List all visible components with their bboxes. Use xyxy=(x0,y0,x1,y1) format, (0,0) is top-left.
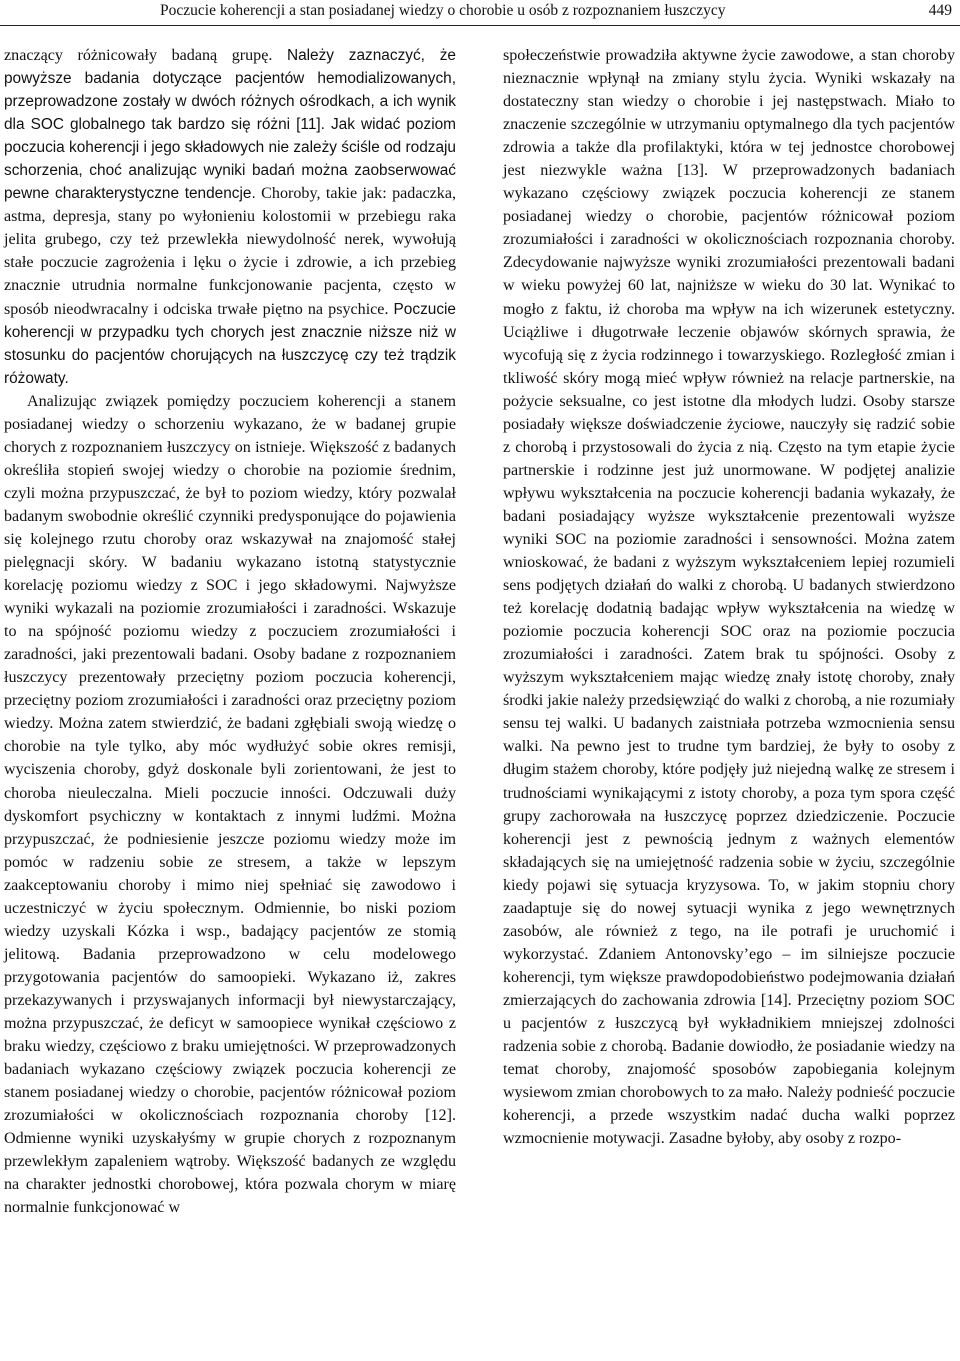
paragraph-text: Poczucie koherencji w przypadku tych chorych jest znacznie niższe niż w stosunku do pacjentów chorujących na łuszczycę czy też trądzik różowaty. xyxy=(4,300,456,387)
right-column xyxy=(503,44,955,1150)
paragraph: społeczeństwie prowadziła aktywne życie zawodowe, a stan choroby nieznacznie wpłynął na zmiany stylu życia. Wyniki wskazały na dostateczny stan wiedzy o chorobie i jej następstwach. Miało to znaczenie szczególnie w utrzymaniu optymalnego dla tych pacjentów zdrowia a także dla profilaktyki, która w tej jednostce chorobowej jest niezwykle ważna [13]. W przeprowadzonych badaniach wykazano częściowy związek poczucia koherencji ze stanem posiadanej wiedzy o chorobie, pacjentów różnicował poziom zrozumiałości i zaradności w okolicznościach rozpoznania choroby. Zdecydowanie najwyższe wyniki zrozumiałości prezentowali badani w wieku powyżej 60 lat, najniższe w wieku do 30 lat. Wynikać to mogło z faktu, iż choroba ma wpływ na ich wizerunek estetyczny. Uciążliwe i długotrwałe leczenie objawów skórnych sprawia, że wycofują się z życia rodzinnego i towarzyskiego. Rozległość zmian i tkliwość skóry mogą mieć wpływ również na relacje partnerskie, na pożycie seksualne, co jest istotne dla młodych ludzi. Osoby starsze posiadały większe doświadczenie życiowe, nauczyły się radzić sobie z chorobą i przystosowali do życia z nią. Często na tym etapie życie partnerskie i rodzinne jest już unormowane. W podjętej analizie wpływu wykształcenia na poczucie koherencji badania wykazały, że badani posiadający wyższe wykształcenie prezentowali wyższe wyniki SOC na poziomie zaradności i sensowności. Można zatem wnioskować, że badani z wyższym wykształceniem lepiej rozumieli sens podjętych działań do walki z chorobą. U badanych stwierdzono też korelację dodatnią badając wpływ wykształcenia na wiedzę w poziomie poczucia koherencji SOC oraz na poziomie poczucia zrozumiałości i zaradności. Zatem brak tu spójności. Osoby z wyższym wykształceniem mając wiedzę znały istotę choroby, znały środki jakie należy przedsięwziąć do walki z chorobą, a nie rozumiały sensu tej walki. U badanych zaistniała potrzeba wzmocnienia sensu walki. Na pewno jest to trudne tym bardziej, że były to osoby z długim stażem choroby, które podjęły już niejedną walkę ze stresem i trudnościami wynikającymi z istoty choroby, a poza tym spora część grupy zachorowała na łuszczycę poprzez dziedziczenie. Poczucie koherencji jest z pewnością jednym z ważnych elementów składających się na umiejętność radzenia sobie w życiu, szczególnie kiedy pojawi się sytuacja kryzysowa. To, w jakim stopniu chory zaadaptuje się do nowej sytuacji wynika z jego wewnętrznych zasobów, ale również z tego, na ile potrafi je uruchomić i wykorzystać. Zdaniem Antonovsky’ego – im silniejsze poczucie koherencji, tym większe prawdopodobieństwo podejmowania działań zmierzających do zachowania zdrowia [14]. Przeciętny poziom SOC u pacjentów z łuszczycą był wykładnikiem mniejszej zdolności radzenia sobie z chorobą. Badanie dowiodło, że posiadanie wiedzy na temat choroby, znajomość sposobów zapobiegania kolejnym wysiewom zmian chorobowych to za mało. Należy podnieść poczucie koherencji, a przede wszystkim nadać ducha walki poprzez wzmocnienie motywacji. Zasadne byłoby, aby osoby z rozpo- xyxy=(503,47,955,1148)
paragraph-text: Choroby, takie jak: padaczka, astma, depresja, stany po wyłonieniu kolostomii w przebiegu raka jelita grubego, czy też przewlekła niewydolność nerek, wywołują stałe poczucie zagrożenia i lęku o życie i zdrowie, a ich przebieg znacznie utrudnia normalne funkcjonowanie pacjenta, często w sposób nieodwracalny i odciska trwałe piętno na psychice. xyxy=(4,185,456,318)
left-column xyxy=(4,44,456,1219)
paragraph xyxy=(4,44,456,390)
paragraph-text: znaczący różnicowały badaną grupę. xyxy=(4,47,273,64)
page-number: 449 xyxy=(928,2,952,19)
paragraph-text: Należy zaznaczyć, że powyższe badania dotyczące pacjentów hemodializowanych, przeprowadzone zostały w dwóch różnych ośrodkach, a ich wynik dla SOC globalnego tak bardzo się różni [11]. Jak widać poziom poczucia koherencji i jego składowych nie zależy ściśle od rodzaju schorzenia, choć analizując wyniki badań można zaobserwować pewne charakterystyczne tendencje. xyxy=(4,47,456,203)
header-divider xyxy=(0,25,960,26)
paragraph: Analizując związek pomiędzy poczuciem koherencji a stanem posiadanej wiedzy o schorzeniu wykazano, że w badanej grupie chorych z rozpoznaniem łuszczycy on istnieje. Większość z badanych określiła stopień swojej wiedzy o chorobie na poziomie średnim, czyli można przypuszczać, że był to poziom wiedzy, który pozwalał badanym swobodnie określić czynniki predysponujące do pojawienia się kolejnego rzutu choroby oraz wskazywał na znajomość stałej pielęgnacji skóry. W badaniu wykazano istotną statystycznie korelację poziomu wiedzy z SOC i jego składowymi. Najwyższe wyniki wykazali na poziomie zrozumiałości i zaradności. Wskazuje to na spójność poziomu wiedzy z poczuciem zrozumiałości i zaradności, jaki prezentowali badani. Osoby badane z rozpoznaniem łuszczycy prezentowały przeciętny poziom poczucia koherencji, przeciętny poziom zrozumiałości i zaradności oraz przeciętny poziom wiedzy. Można zatem stwierdzić, że badani zgłębiali swoją wiedzę o chorobie na tyle tylko, aby móc wydłużyć sobie okres remisji, wyciszenia choroby, gdyż doskonale byli zorientowani, że jest to choroba nieuleczalna. Mieli poczucie inności. Odczuwali duży dyskomfort psychiczny w kontaktach z innymi ludźmi. Można przypuszczać, że podniesienie jeszcze poziomu wiedzy może im pomóc w radzeniu sobie ze stresem, a także w lepszym zaakceptowaniu choroby i mimo niej spełniać się zawodowo i uczestniczyć w życiu społecznym. Odmiennie, bo niski poziom wiedzy uzyskali Kózka i wsp., badający pacjentów ze stomią jelitową. Badania przeprowadzono w celu modelowego przygotowania pacjentów do samoopieki. Wykazano iż, zakres przekazywanych i przyswajanych informacji był niewystarczający, można przypuszczać, że deficyt w samoopiece wynikał częściowo z braku wiedzy, częściowo z braku umiejętności. W przeprowadzonych badaniach wykazano częściowy związek poczucia koherencji ze stanem posiadanej wiedzy o chorobie, pacjentów różnicował poziom zrozumiałości w okolicznościach rozpoznania choroby [12]. Odmienne wyniki uzyskałyśmy w grupie chorych z rozpoznanym przewlekłym zapaleniem wątroby. Większość badanych ze względu na charakter jednostki chorobowej, która pozwala chorym w miarę normalnie funkcjonować w xyxy=(4,392,456,1217)
running-title: Poczucie koherencji a stan posiadanej wiedzy o chorobie u osób z rozpoznaniem łuszczycy xyxy=(160,2,726,19)
running-header xyxy=(0,0,960,30)
